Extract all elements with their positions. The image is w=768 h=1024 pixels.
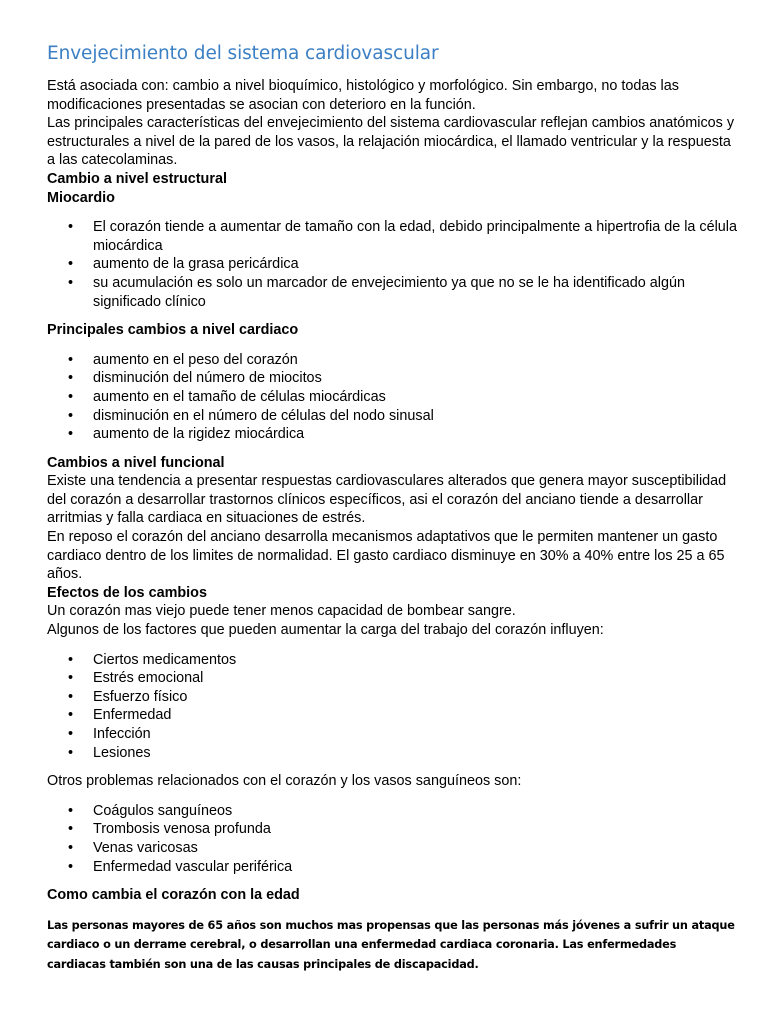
list-item: • disminución en el número de células del nodo sinusal — [47, 407, 737, 426]
intro-paragraph: Las principales características del envejecimiento del sistema cardiovascular reflejan cambios anatómicos y estructurales a nivel de la pared de los vasos, la relajación miocárdica, el llamado ventricular y la respuesta a las catecolaminas. — [47, 115, 735, 169]
list-item: • su acumulación es solo un marcador de envejecimiento ya que no se le ha identificado algún significado clínico — [47, 274, 737, 311]
list-item: • aumento de la grasa pericárdica — [47, 255, 737, 274]
subheading-miocardio: Miocardio — [47, 189, 115, 206]
section-heading-effects: Efectos de los cambios — [47, 584, 207, 601]
list-item: • El corazón tiende a aumentar de tamaño con la edad, debido principalmente a hipertrofia de la célula miocárdica — [47, 218, 737, 255]
list-item: • Lesiones — [47, 744, 737, 763]
effects-paragraph: Un corazón mas viejo puede tener menos capacidad de bombear sangre. — [47, 603, 516, 620]
functional-paragraph: En reposo el corazón del anciano desarrolla mecanismos adaptativos que le permiten mantener un gasto cardiaco dentro de los limites de normalidad. El gasto cardiaco disminuye en 30% a 40% entre los 25 a 65 años. — [47, 529, 725, 583]
document-page — [47, 41, 737, 974]
functional-paragraph: Existe una tendencia a presentar respuestas cardiovasculares alterados que genera mayor susceptibilidad del corazón a desarrollar trastornos clínicos específicos, asi el corazón del anciano tiende a desarrollar arritmias y falla cardiaca en situaciones de estrés. — [47, 473, 727, 527]
list-item: • Trombosis venosa profunda — [47, 820, 737, 839]
factors-list — [47, 651, 737, 763]
list-item: • Esfuerzo físico — [47, 688, 737, 707]
list-item: • aumento en el tamaño de células miocárdicas — [47, 388, 737, 407]
list-item: • Enfermedad — [47, 706, 737, 725]
section-heading-cardiac: Principales cambios a nivel cardiaco — [47, 322, 299, 339]
other-problems-list — [47, 802, 737, 876]
other-problems-intro: Otros problemas relacionados con el corazón y los vasos sanguíneos son: — [47, 773, 522, 790]
cardiac-changes-list — [47, 351, 737, 444]
list-item: • aumento en el peso del corazón — [47, 351, 737, 370]
list-item: • aumento de la rigidez miocárdica — [47, 425, 737, 444]
document-title: Envejecimiento del sistema cardiovascular — [47, 43, 439, 64]
section-heading-functional: Cambios a nivel funcional — [47, 454, 225, 471]
list-item: • Infección — [47, 725, 737, 744]
section-heading-structural: Cambio a nivel estructural — [47, 170, 227, 187]
intro-paragraph: Está asociada con: cambio a nivel bioquímico, histológico y morfológico. Sin embargo, no todas las modificaciones presentadas se asocian con deterioro en la función. — [47, 78, 679, 113]
section-heading-age: Como cambia el corazón con la edad — [47, 887, 300, 904]
list-item: • disminución del número de miocitos — [47, 369, 737, 388]
structural-list — [47, 218, 737, 311]
list-item: • Venas varicosas — [47, 839, 737, 858]
list-item: • Estrés emocional — [47, 669, 737, 688]
list-item: • Enfermedad vascular periférica — [47, 858, 737, 877]
list-item: • Coágulos sanguíneos — [47, 802, 737, 821]
effects-paragraph: Algunos de los factores que pueden aumentar la carga del trabajo del corazón influyen: — [47, 622, 604, 639]
list-item: • Ciertos medicamentos — [47, 651, 737, 670]
age-paragraph: Las personas mayores de 65 años son muchos mas propensas que las personas más jóvenes a sufrir un ataque cardiaco o un derrame cerebral, o desarrollan una enfermedad cardiaca coronaria. Las enfermedades cardiacas también son una de las causas principales de discapacidad. — [47, 918, 735, 971]
